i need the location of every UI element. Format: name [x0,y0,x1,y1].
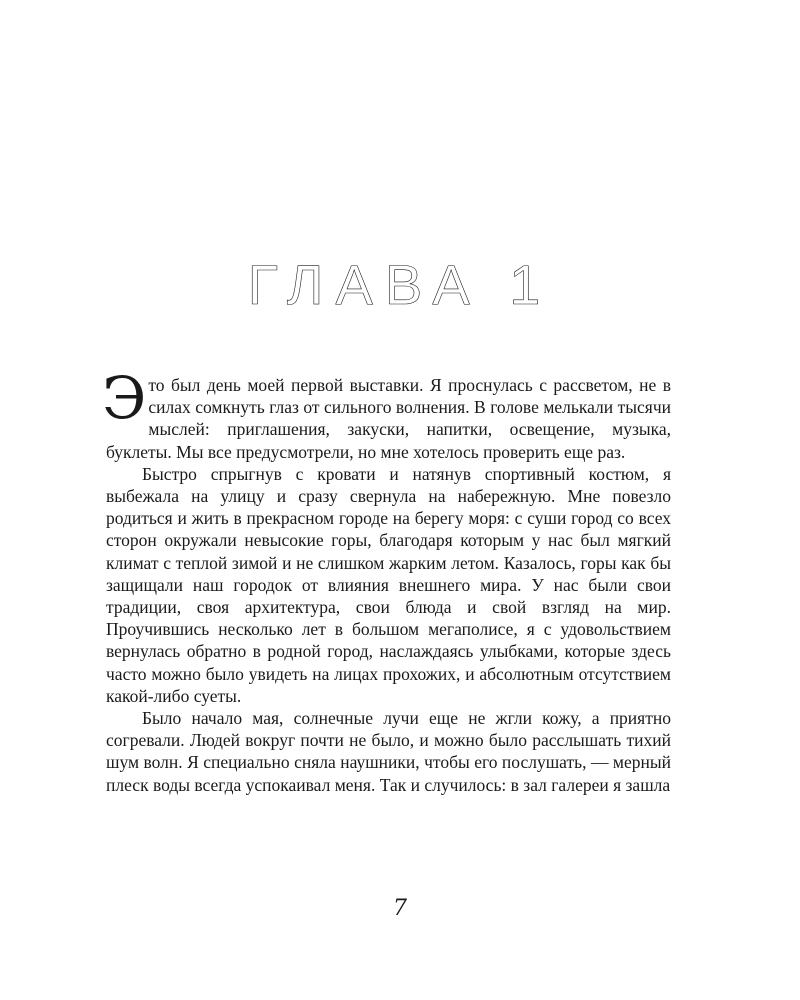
paragraph-1-text: то был день моей первой выставки. Я проснулась с рассветом, не в силах сомкнуть глаз от сильного волнения. В голове мелькали тысячи мыслей: приглашения, закуски, напитки, освещение, музыка, буклеты. Мы все предусмотрели, но мне хотелось проверить еще раз. [106,375,671,462]
chapter-title: ГЛАВА 1 [247,253,553,316]
drop-cap: Э [102,364,147,432]
page-number: 7 [393,896,407,921]
paragraph-2: Быстро спрыгнув с кровати и натянув спортивный костюм, я выбежала на улицу и сразу свернула на набережную. Мне повезло родиться и жить в прекрасном городе на берегу моря: с суши город со всех сторон окружали невысокие горы, благодаря которым у нас был мягкий климат с теплой зимой и не слишком жарким летом. Казалось, горы как бы защищали наш городок от влияния внешнего мира. У нас были свои традиции, своя архитектура, свои блюда и свой взгляд на мир. Проучившись несколько лет в большом мегаполисе, я с удовольствием вернулась обратно в родной город, наслаждаясь улыбками, которые здесь часто можно было увидеть на лицах прохожих, и абсолютным отсутствием какой-либо суеты. [106,463,671,706]
paragraph-1 [102,364,671,463]
body-text [102,364,671,796]
paragraph-3: Было начало мая, солнечные лучи еще не жгли кожу, а приятно согревали. Людей вокруг почти не было, и можно было расслышать тихий шум волн. Я специально сняла наушники, чтобы его послушать, — мерный плеск воды всегда успокаивал меня. Так и случилось: в зал галереи я зашла [106,708,671,795]
